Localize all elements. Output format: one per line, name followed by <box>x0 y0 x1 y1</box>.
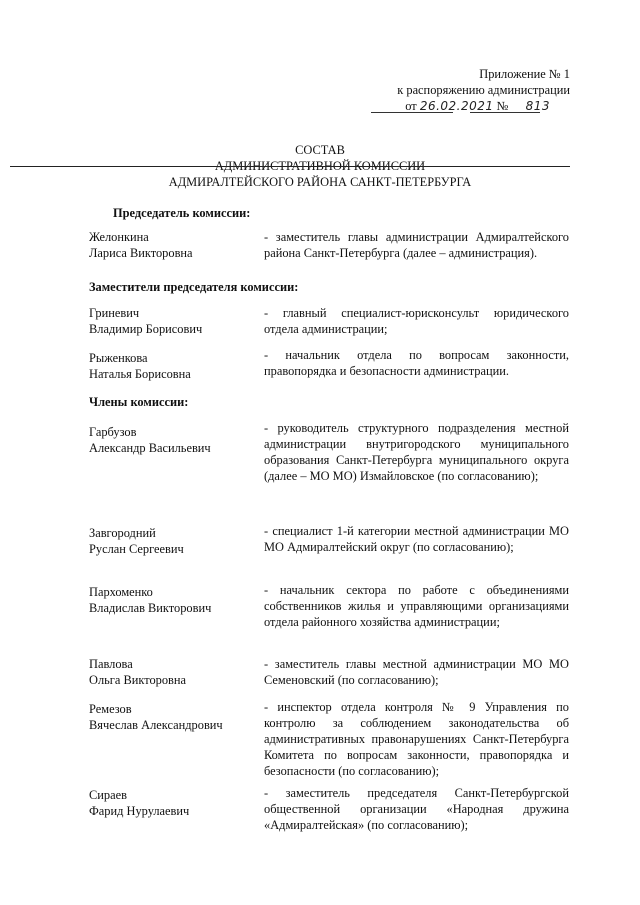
strikethrough-line <box>10 166 570 167</box>
member-name <box>89 584 259 616</box>
member-role: - заместитель главы администрации Адмиралтейского района Санкт-Петербурга (далее – администрация). <box>264 230 569 260</box>
member-role: - заместитель председателя Санкт-Петербургской общественной организации «Народная дружина «Адмиралтейская» (по согласованию); <box>264 786 569 832</box>
member-surname: Павлова <box>89 657 133 671</box>
member-surname: Гарбузов <box>89 425 137 439</box>
member-given-names: Владимир Борисович <box>89 322 203 336</box>
member-name <box>89 305 259 337</box>
number-sign: № <box>496 99 509 113</box>
member-given-names: Александр Васильевич <box>89 441 211 455</box>
member-role: - начальник сектора по работе с объединениями собственников жилья и управляющими организациями отдела районного хозяйства администрации; <box>264 583 569 629</box>
member-name <box>89 350 259 382</box>
member-role: - руководитель структурного подразделения местной администрации внутригородского муниципального образования Санкт-Петербурга муниципального округа (далее – МО МО) Измайловское (по согласованию); <box>264 421 569 483</box>
member-role: - специалист 1-й категории местной администрации МО МО Адмиралтейский округ (по согласованию); <box>264 524 569 554</box>
member-given-names: Владислав Викторович <box>89 601 212 615</box>
member-given-names: Лариса Викторовна <box>89 246 193 260</box>
member-given-names: Фарид Нурулаевич <box>89 804 190 818</box>
title-line-1: СОСТАВ <box>295 143 345 157</box>
section-deputies: Заместители председателя комиссии: <box>89 280 299 294</box>
handwritten-date: 26.02.2021 <box>419 99 494 113</box>
member-name <box>89 787 259 819</box>
member-given-names: Вячеслав Александрович <box>89 718 223 732</box>
section-chair: Председатель комиссии: <box>113 206 251 220</box>
member-name <box>89 525 259 557</box>
member-name <box>89 229 259 261</box>
member-role: - начальник отдела по вопросам законности, правопорядка и безопасности администрации. <box>264 348 569 378</box>
member-name <box>89 701 259 733</box>
member-surname: Сираев <box>89 788 127 802</box>
member-role: - инспектор отдела контроля № 9 Управления по контролю за соблюдением законодательства об административных правонарушениях Санкт-Петербурга Комитета по вопросам законности, правопорядка и безопасности (по согласованию); <box>264 700 569 778</box>
handwritten-number: 813 <box>525 99 550 113</box>
annex-label: Приложение № 1 <box>479 67 570 81</box>
member-surname: Пархоменко <box>89 585 153 599</box>
number-underline <box>470 112 540 113</box>
date-underline <box>371 112 453 113</box>
member-surname: Завгородний <box>89 526 156 540</box>
member-name <box>89 656 259 688</box>
title-line-2: АДМИНИСТРАТИВНОЙ КОМИССИИ <box>214 159 426 173</box>
member-surname: Гриневич <box>89 306 140 320</box>
member-given-names: Наталья Борисовна <box>89 367 191 381</box>
member-surname: Ремезов <box>89 702 132 716</box>
order-reference: к распоряжению администрации <box>397 83 570 97</box>
from-prefix: от <box>405 99 417 113</box>
member-given-names: Руслан Сергеевич <box>89 542 184 556</box>
title-line-3: АДМИРАЛТЕЙСКОГО РАЙОНА САНКТ-ПЕТЕРБУРГА <box>168 175 472 189</box>
section-members: Члены комиссии: <box>89 395 189 409</box>
member-given-names: Ольга Викторовна <box>89 673 187 687</box>
member-name <box>89 424 259 456</box>
member-surname: Рыженкова <box>89 351 148 365</box>
member-role: - заместитель главы местной администрации МО МО Семеновский (по согласованию); <box>264 657 569 687</box>
member-surname: Желонкина <box>89 230 149 244</box>
member-role: - главный специалист-юрисконсульт юридического отдела администрации; <box>264 306 569 336</box>
